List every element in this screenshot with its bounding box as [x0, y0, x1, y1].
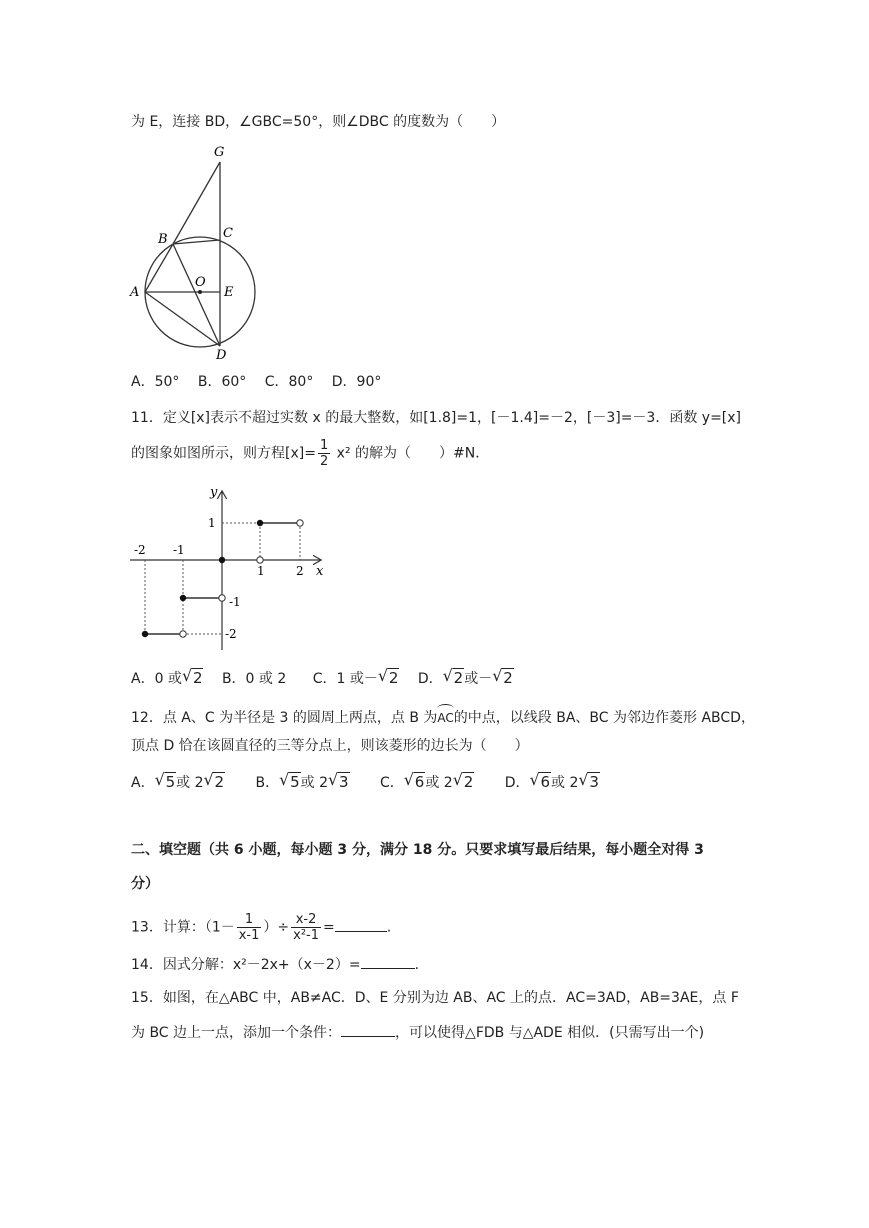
tick-2-x: 2 [296, 564, 304, 578]
q11-c-radicand: 2 [388, 669, 399, 687]
q12-c-r2: 2 [463, 773, 474, 791]
sqrt-symbol [529, 772, 551, 793]
q11-line2-prefix: 的图象如图所示，则方程[x]= [131, 445, 316, 462]
q11-a-radicand: 2 [192, 669, 203, 687]
q12-c-mid: 或 2 [425, 775, 453, 791]
q11-line2-suffix: x² 的解为（ ）#N． [332, 445, 490, 462]
q12-c-r1: 6 [414, 773, 425, 791]
q11-option-b: B．0 或 2 [221, 671, 287, 687]
tick-1-x: 1 [257, 564, 265, 578]
q15-line2-post: ，可以使得△FDB 与△ADE 相似．(只需写出一个) [395, 1025, 705, 1041]
q13-f1-num: 1 [237, 912, 262, 928]
q13-post: = [323, 919, 335, 936]
q10-option-b: B．60° [197, 374, 247, 390]
label-e: E [224, 285, 234, 300]
sqrt-symbol [443, 668, 465, 689]
q12-line1-post: 的中点，以线段 BA、BC 为邻边作菱形 ABCD， [453, 710, 755, 726]
q11-option-a [131, 668, 203, 689]
q12-b-r1: 5 [290, 773, 300, 791]
q12-c-pre: C． [380, 775, 404, 791]
sqrt-symbol [279, 772, 301, 793]
q10-option-c: C．80° [264, 374, 314, 390]
q12-d-r2: 3 [589, 773, 599, 791]
q15-answer-blank[interactable] [341, 1022, 395, 1037]
section2-heading-line1: 二、填空题（共 6 小题，每小题 3 分，满分 18 分。只要求填写最后结果，每小题全对得 3 [131, 842, 704, 858]
q12-a-mid: 或 2 [176, 775, 204, 791]
graph-x-label: x [316, 564, 324, 579]
q11-frac-num: 1 [319, 438, 329, 453]
circle-figure [128, 140, 268, 362]
sqrt-symbol [578, 772, 600, 793]
q12-d-mid: 或 2 [551, 775, 579, 791]
q13-fraction-2 [291, 912, 321, 943]
tick-neg1: -1 [173, 543, 185, 557]
tick-neg2-y: -2 [225, 627, 237, 641]
q12-option-b [255, 772, 349, 793]
q11-d-radicand-2: 2 [503, 669, 513, 687]
label-d: D [216, 348, 227, 362]
q13-answer-blank[interactable] [335, 917, 387, 932]
sqrt-symbol [203, 772, 225, 793]
q11-d-text: D． [417, 671, 443, 687]
q13 [131, 912, 391, 943]
label-a: A [130, 285, 140, 300]
q10-option-a: A．50° [131, 374, 180, 390]
label-c: C [223, 226, 233, 241]
q11-d-mid: 或－ [464, 671, 493, 687]
q11-option-c [313, 668, 400, 689]
q12-line1 [131, 704, 755, 728]
q15-line1: 15．如图，在△ABC 中，AB≠AC．D、E 分别为边 AB、AC 上的点．AC=3AD，AB=3AE，点 F [131, 990, 739, 1006]
sqrt-symbol [328, 772, 350, 793]
q11-options [131, 668, 528, 689]
sqrt-symbol [182, 668, 204, 689]
q11-c-text: C．1 或－ [312, 671, 378, 687]
q14-text: 14．因式分解：x²－2x+（x－2）= [131, 957, 361, 973]
q13-end: . [386, 919, 392, 936]
q12-options [131, 772, 614, 793]
sqrt-symbol [453, 772, 475, 793]
q12-option-a [131, 772, 225, 793]
sqrt-symbol [492, 668, 514, 689]
q11-line1: 11．定义[x]表示不超过实数 x 的最大整数，如[1.8]=1，[－1.4]=－2，[－3]=－3．函数 y=[x] [131, 410, 742, 426]
q11-d-radicand-1: 2 [453, 669, 464, 687]
q12-line1-pre: 12．点 A、C 为半径是 3 的圆周上两点，点 B 为 [131, 710, 438, 726]
q13-f2-num: x-2 [291, 912, 321, 928]
q10-stem: 为 E，连接 BD，∠GBC=50°，则∠DBC 的度数为（ ） [131, 114, 506, 130]
q15-line2 [131, 1022, 704, 1043]
q14-end: . [414, 957, 420, 973]
q13-f2-den: x²-1 [293, 928, 319, 943]
q11-option-d [418, 668, 514, 689]
q12-a-pre: A． [131, 775, 155, 791]
q12-b-r2: 3 [339, 773, 349, 791]
q15-line2-pre: 为 BC 边上一点，添加一个条件： [131, 1025, 342, 1041]
tick-neg1-y: -1 [229, 595, 241, 609]
label-g: G [214, 145, 225, 160]
q12-option-c [380, 772, 474, 793]
q11-line2 [131, 438, 489, 469]
q10-options [131, 372, 395, 392]
q13-pre: 13．计算：（1－ [131, 919, 235, 936]
section2-heading-line2: 分） [131, 876, 159, 892]
q11-a-text: A．0 或 [131, 671, 182, 687]
q12-b-mid: 或 2 [300, 775, 328, 791]
sqrt-symbol [378, 668, 400, 689]
label-b: B [158, 232, 168, 247]
arc-ac: AC [437, 704, 453, 728]
q14-answer-blank[interactable] [361, 954, 415, 969]
sqrt-symbol [155, 772, 177, 793]
sqrt-symbol [404, 772, 426, 793]
q13-fraction-1 [237, 912, 262, 943]
q12-line2: 顶点 D 恰在该圆直径的三等分点上，则该菱形的边长为（ ） [131, 738, 529, 754]
q11-fraction [318, 438, 330, 469]
tick-1-y: 1 [208, 516, 216, 530]
q13-f1-den: x-1 [238, 928, 260, 943]
q12-a-r2: 2 [214, 773, 225, 791]
q11-frac-den: 2 [319, 454, 329, 469]
q12-a-r1: 5 [165, 773, 176, 791]
floor-function-graph [128, 482, 338, 654]
label-o: O [195, 275, 206, 290]
q14 [131, 954, 419, 975]
q10-option-d: D．90° [331, 374, 382, 390]
q12-b-pre: B． [255, 775, 280, 791]
q12-d-r1: 6 [540, 773, 551, 791]
q12-d-pre: D． [504, 775, 530, 791]
graph-y-label: y [210, 485, 218, 500]
q13-mid: ）÷ [263, 919, 290, 936]
q12-option-d [505, 772, 600, 793]
tick-neg2: -2 [134, 543, 146, 557]
